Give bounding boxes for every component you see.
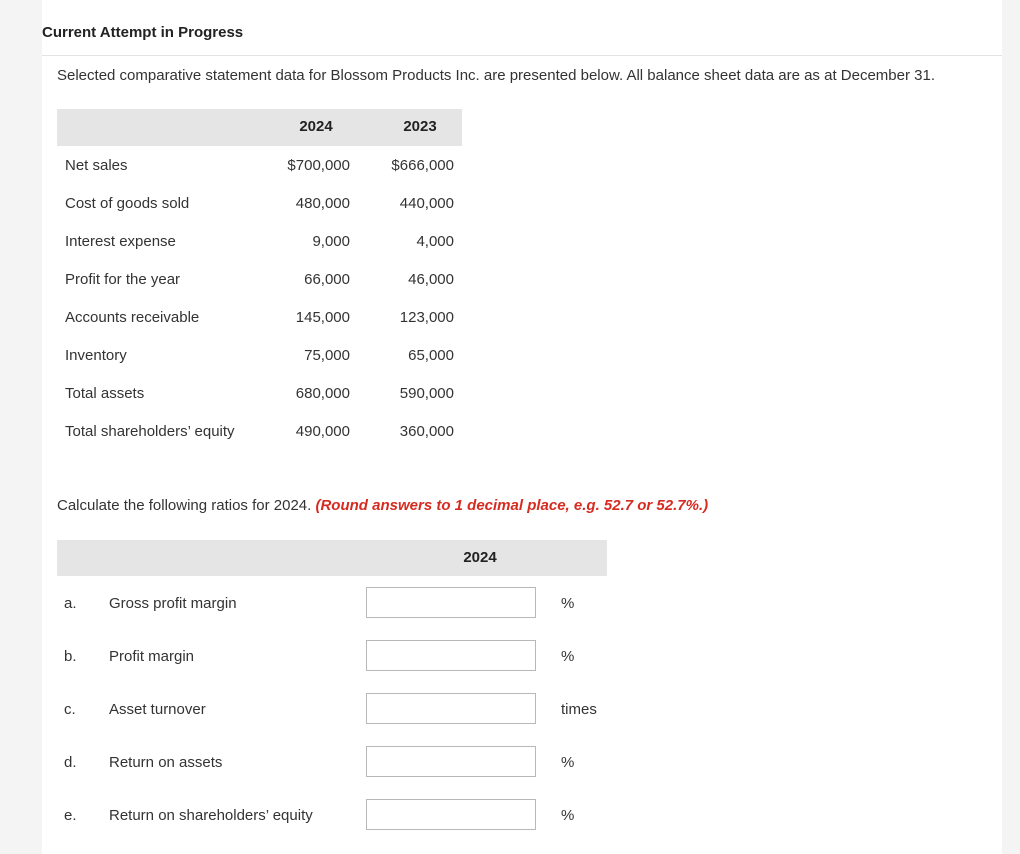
row-label-profit: Profit for the year [65,271,181,288]
column-header-2023: 2023 [403,118,437,135]
row-label-net-sales: Net sales [65,157,128,174]
divider [42,55,1002,56]
cell-cogs-2024: 480,000 [295,195,350,212]
return-on-equity-input[interactable] [366,799,536,830]
cell-interest-expense-2023: 4,000 [416,233,454,250]
cell-accounts-receivable-2024: 145,000 [295,309,350,326]
row-label-total-equity: Total shareholders’ equity [65,423,235,440]
cell-inventory-2023: 65,000 [408,347,454,364]
column-header-2024: 2024 [299,118,333,135]
row-label-cogs: Cost of goods sold [65,195,190,212]
unit-gross-profit-margin: % [561,595,575,612]
cell-net-sales-2024: $700,000 [287,157,350,174]
unit-return-on-equity: % [561,807,575,824]
ratio-label-gross-profit-margin: Gross profit margin [109,595,237,612]
row-label-interest-expense: Interest expense [65,233,176,250]
cell-interest-expense-2024: 9,000 [312,233,350,250]
ratio-table-header [57,540,607,576]
instruction-text: Calculate the following ratios for 2024. [57,497,316,514]
intro-text: Selected comparative statement data for Blossom Products Inc. are presented below. All balance sheet data are as at December 31. [57,67,935,84]
cell-cogs-2023: 440,000 [399,195,454,212]
gross-profit-margin-input[interactable] [366,587,536,618]
cell-profit-2024: 66,000 [304,271,350,288]
unit-profit-margin: % [561,648,575,665]
attempt-title: Current Attempt in Progress [42,24,244,41]
cell-total-equity-2023: 360,000 [399,423,454,440]
unit-return-on-assets: % [561,754,575,771]
question-card [42,0,1002,854]
row-label-accounts-receivable: Accounts receivable [65,309,200,326]
profit-margin-input[interactable] [366,640,536,671]
row-label-inventory: Inventory [65,347,127,364]
cell-total-assets-2023: 590,000 [399,385,454,402]
return-on-assets-input[interactable] [366,746,536,777]
cell-profit-2023: 46,000 [408,271,454,288]
cell-inventory-2024: 75,000 [304,347,350,364]
ratio-letter-a: a. [64,595,77,612]
ratio-label-return-on-equity: Return on shareholders’ equity [109,807,313,824]
ratio-letter-e: e. [64,807,77,824]
instruction [57,497,708,514]
rounding-hint: (Round answers to 1 decimal place, e.g. 52.7 or 52.7%.) [315,497,709,514]
unit-asset-turnover: times [561,701,597,718]
asset-turnover-input[interactable] [366,693,536,724]
row-label-total-assets: Total assets [65,385,145,402]
cell-accounts-receivable-2023: 123,000 [399,309,454,326]
cell-total-equity-2024: 490,000 [295,423,350,440]
ratio-letter-c: c. [64,701,76,718]
ratio-column-header-2024: 2024 [463,549,497,566]
ratio-letter-d: d. [64,754,77,771]
ratio-label-asset-turnover: Asset turnover [109,701,206,718]
cell-net-sales-2023: $666,000 [391,157,454,174]
ratio-label-profit-margin: Profit margin [109,648,195,665]
cell-total-assets-2024: 680,000 [295,385,350,402]
ratio-letter-b: b. [64,648,77,665]
ratio-label-return-on-assets: Return on assets [109,754,223,771]
